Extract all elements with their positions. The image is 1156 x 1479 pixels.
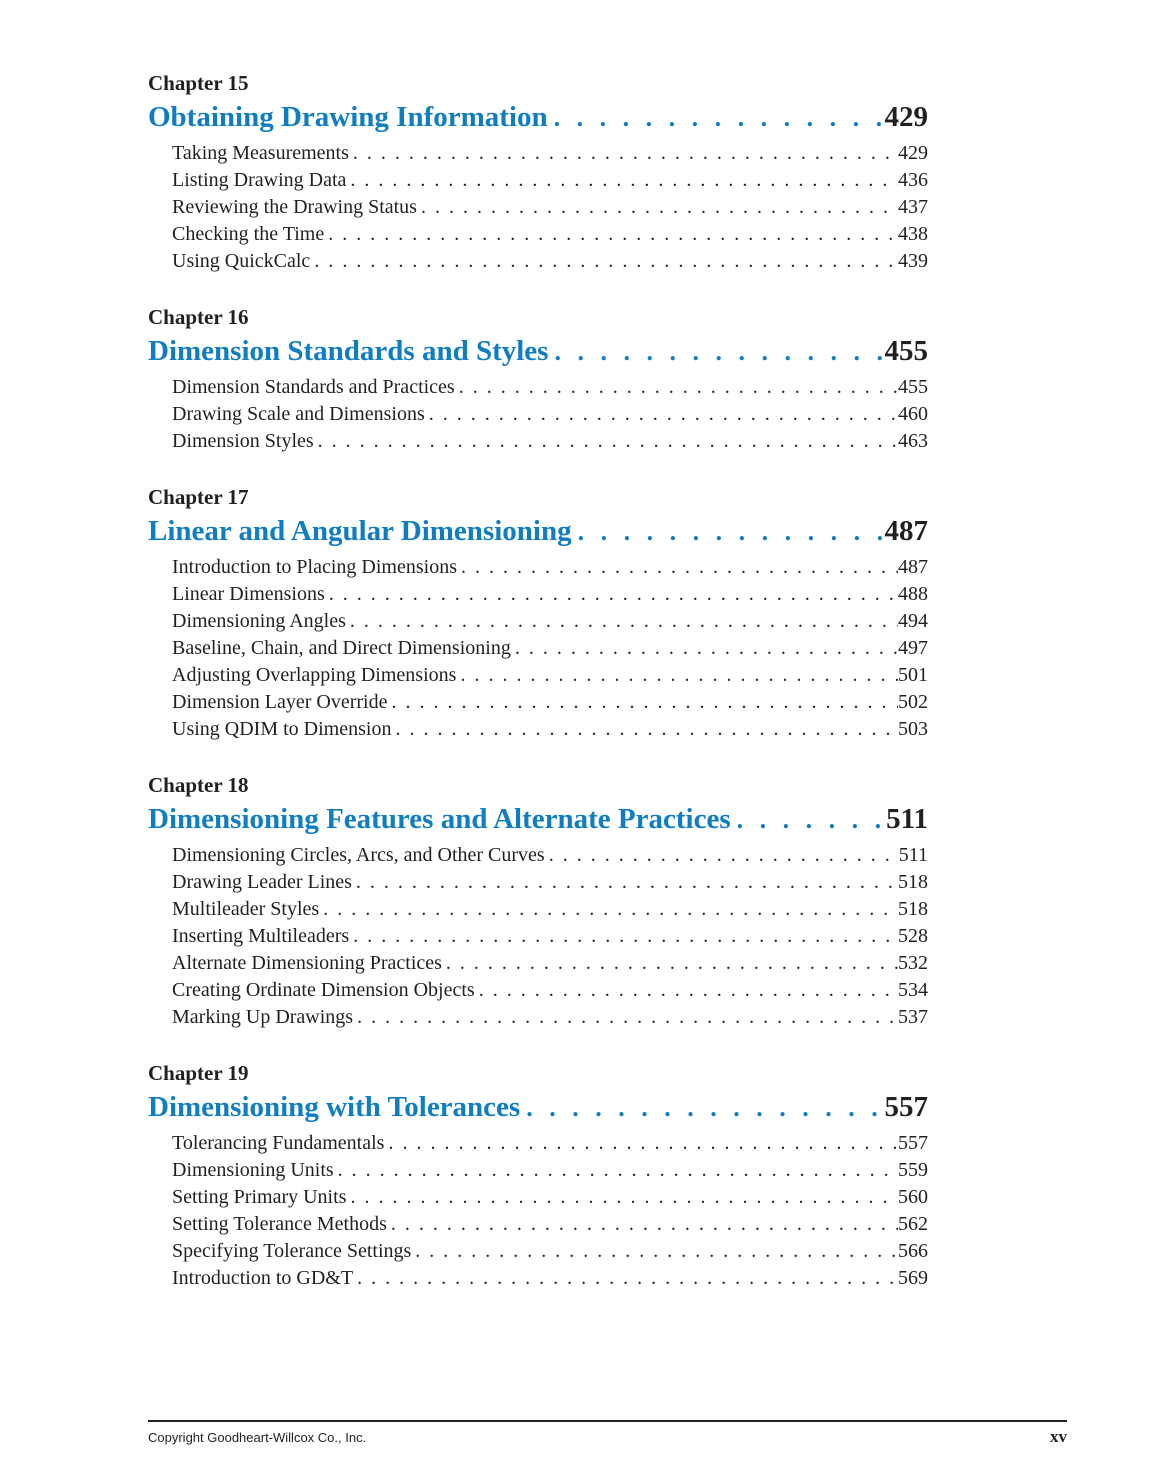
toc-entry (172, 977, 928, 1004)
chapter-page-number: 429 (884, 101, 928, 133)
entry-title: Dimensioning Units (172, 1159, 334, 1181)
chapter-block (148, 1060, 928, 1292)
dot-leader (350, 1184, 898, 1211)
toc-entry (172, 662, 928, 689)
entry-title: Linear Dimensions (172, 583, 325, 605)
toc-entry (172, 194, 928, 221)
chapter-entries (148, 140, 928, 275)
dot-leader (479, 977, 898, 1004)
entry-title: Creating Ordinate Dimension Objects (172, 979, 475, 1001)
chapter-page-number: 557 (884, 1091, 928, 1123)
entry-title: Taking Measurements (172, 142, 349, 164)
toc-entry (172, 923, 928, 950)
toc-entry (172, 581, 928, 608)
chapter-page-number: 511 (886, 803, 928, 835)
dot-leader (314, 248, 898, 275)
dot-leader (391, 689, 898, 716)
dot-leader (395, 716, 898, 743)
entry-title: Baseline, Chain, and Direct Dimensioning (172, 637, 511, 659)
dot-leader (323, 896, 898, 923)
toc-entry (172, 716, 928, 743)
entry-page-number: 562 (898, 1213, 928, 1235)
toc-entry (172, 1265, 928, 1292)
copyright-text: Copyright Goodheart-Willcox Co., Inc. (148, 1430, 367, 1445)
dot-leader (388, 1130, 898, 1157)
toc-entry (172, 1157, 928, 1184)
table-of-contents (148, 70, 928, 1321)
chapter-block (148, 70, 928, 275)
chapter-title-row (148, 99, 928, 135)
toc-entry (172, 554, 928, 581)
entry-page-number: 557 (898, 1132, 928, 1154)
dot-leader (446, 950, 898, 977)
dot-leader (338, 1157, 898, 1184)
entry-page-number: 534 (898, 979, 928, 1001)
entry-page-number: 463 (898, 430, 928, 452)
entry-page-number: 455 (898, 376, 928, 398)
chapter-entries (148, 842, 928, 1031)
entry-title: Using QDIM to Dimension (172, 718, 392, 740)
dot-leader (460, 662, 898, 689)
entry-title: Setting Primary Units (172, 1186, 347, 1208)
entry-page-number: 487 (898, 556, 928, 578)
entry-title: Adjusting Overlapping Dimensions (172, 664, 457, 686)
entry-title: Checking the Time (172, 223, 325, 245)
toc-entry (172, 167, 928, 194)
folio-page-number: xv (1050, 1427, 1067, 1446)
dot-leader (459, 374, 898, 401)
entry-page-number: 494 (898, 610, 928, 632)
toc-entry (172, 221, 928, 248)
toc-entry (172, 428, 928, 455)
dot-leader (415, 1238, 898, 1265)
entry-title: Listing Drawing Data (172, 169, 347, 191)
chapter-entries (148, 554, 928, 743)
entry-title: Introduction to GD&T (172, 1267, 354, 1289)
dot-leader (554, 337, 884, 367)
chapter-title-row (148, 1089, 928, 1125)
chapter-title: Obtaining Drawing Information (148, 101, 548, 133)
entry-title: Drawing Scale and Dimensions (172, 403, 425, 425)
chapter-label: Chapter 18 (148, 773, 249, 797)
dot-leader (357, 1004, 898, 1031)
chapter-title-row (148, 333, 928, 369)
dot-leader (353, 140, 898, 167)
entry-title: Tolerancing Fundamentals (172, 1132, 385, 1154)
entry-title: Dimension Styles (172, 430, 314, 452)
toc-entry (172, 950, 928, 977)
toc-entry (172, 140, 928, 167)
toc-entry (172, 635, 928, 662)
toc-entry (172, 1184, 928, 1211)
entry-page-number: 532 (898, 952, 928, 974)
toc-entry (172, 689, 928, 716)
dot-leader (737, 805, 886, 835)
chapter-title-row (148, 513, 928, 549)
chapter-label: Chapter 16 (148, 305, 249, 329)
toc-entry (172, 608, 928, 635)
chapter-block (148, 772, 928, 1031)
toc-entry (172, 248, 928, 275)
entry-page-number: 429 (898, 142, 928, 164)
entry-title: Inserting Multileaders (172, 925, 350, 947)
entry-page-number: 518 (898, 898, 928, 920)
dot-leader (554, 103, 885, 133)
entry-title: Dimensioning Angles (172, 610, 346, 632)
entry-page-number: 439 (898, 250, 928, 272)
entry-page-number: 438 (898, 223, 928, 245)
dot-leader (356, 869, 898, 896)
chapter-title: Dimension Standards and Styles (148, 335, 549, 367)
toc-entry (172, 842, 928, 869)
page-footer (148, 1420, 1067, 1447)
dot-leader (461, 554, 898, 581)
toc-entry (172, 1130, 928, 1157)
entry-page-number: 518 (898, 871, 928, 893)
entry-page-number: 537 (898, 1006, 928, 1028)
toc-entry (172, 1211, 928, 1238)
chapter-page-number: 455 (884, 335, 928, 367)
entry-page-number: 501 (898, 664, 928, 686)
dot-leader (429, 401, 898, 428)
entry-page-number: 511 (898, 844, 928, 866)
entry-page-number: 460 (898, 403, 928, 425)
chapter-label: Chapter 19 (148, 1061, 249, 1085)
entry-title: Introduction to Placing Dimensions (172, 556, 457, 578)
chapter-entries (148, 1130, 928, 1292)
entry-title: Dimension Layer Override (172, 691, 388, 713)
dot-leader (391, 1211, 898, 1238)
dot-leader (549, 842, 899, 869)
entry-title: Dimensioning Circles, Arcs, and Other Curves (172, 844, 545, 866)
entry-title: Dimension Standards and Practices (172, 376, 455, 398)
chapter-block (148, 304, 928, 455)
toc-entry (172, 401, 928, 428)
entry-page-number: 528 (898, 925, 928, 947)
dot-leader (350, 608, 898, 635)
entry-title: Reviewing the Drawing Status (172, 196, 417, 218)
dot-leader (318, 428, 898, 455)
entry-title: Specifying Tolerance Settings (172, 1240, 412, 1262)
dot-leader (329, 581, 898, 608)
dot-leader (328, 221, 898, 248)
entry-page-number: 497 (898, 637, 928, 659)
chapter-title: Dimensioning Features and Alternate Practices (148, 803, 731, 835)
toc-entry (172, 374, 928, 401)
entry-page-number: 502 (898, 691, 928, 713)
entry-title: Alternate Dimensioning Practices (172, 952, 442, 974)
dot-leader (526, 1093, 884, 1123)
chapter-page-number: 487 (884, 515, 928, 547)
dot-leader (357, 1265, 898, 1292)
entry-page-number: 488 (898, 583, 928, 605)
entry-title: Drawing Leader Lines (172, 871, 352, 893)
chapter-label: Chapter 17 (148, 485, 249, 509)
entry-title: Setting Tolerance Methods (172, 1213, 387, 1235)
entry-title: Multileader Styles (172, 898, 320, 920)
entry-title: Marking Up Drawings (172, 1006, 354, 1028)
entry-page-number: 437 (898, 196, 928, 218)
entry-page-number: 569 (898, 1267, 928, 1289)
toc-entry (172, 869, 928, 896)
chapter-title: Dimensioning with Tolerances (148, 1091, 521, 1123)
toc-entry (172, 896, 928, 923)
entry-page-number: 436 (898, 169, 928, 191)
dot-leader (421, 194, 898, 221)
chapter-label: Chapter 15 (148, 71, 249, 95)
toc-entry (172, 1004, 928, 1031)
entry-title: Using QuickCalc (172, 250, 311, 272)
dot-leader (350, 167, 898, 194)
entry-page-number: 560 (898, 1186, 928, 1208)
toc-entry (172, 1238, 928, 1265)
chapter-block (148, 484, 928, 743)
entry-page-number: 559 (898, 1159, 928, 1181)
chapter-title: Linear and Angular Dimensioning (148, 515, 572, 547)
dot-leader (578, 517, 885, 547)
chapter-entries (148, 374, 928, 455)
dot-leader (515, 635, 898, 662)
entry-page-number: 566 (898, 1240, 928, 1262)
chapter-title-row (148, 801, 928, 837)
entry-page-number: 503 (898, 718, 928, 740)
dot-leader (353, 923, 898, 950)
